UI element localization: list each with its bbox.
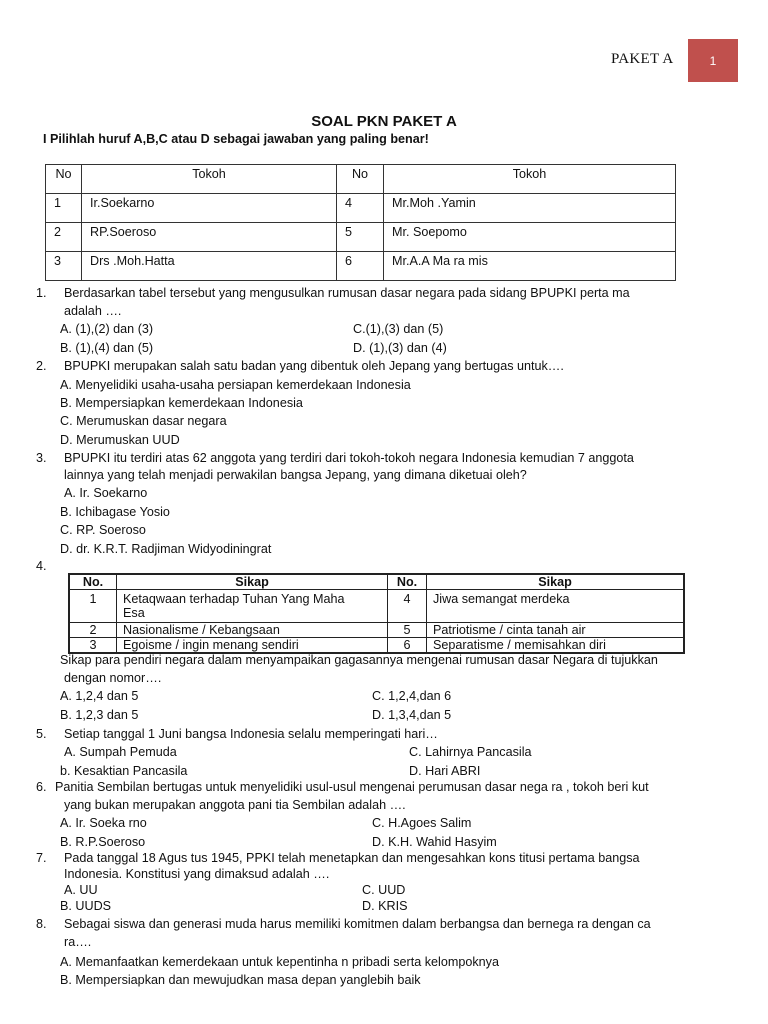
- option-d: D. Hari ABRI: [409, 764, 481, 778]
- table-cell: Separatisme / memisahkan diri: [427, 638, 685, 654]
- option-b: B. (1),(4) dan (5): [60, 341, 154, 355]
- question-text: Pada tanggal 18 Agus tus 1945, PPKI telah menetapkan dan mengesahkan kons titusi pertama bangsa: [64, 851, 640, 865]
- question-number: 7.: [36, 851, 47, 865]
- table-row: [46, 194, 676, 223]
- option-d: D. 1,3,4,dan 5: [372, 708, 452, 722]
- table-cell: 2: [46, 223, 82, 252]
- option-c: C. H.Agoes Salim: [372, 816, 472, 830]
- option-b: B. 1,2,3 dan 5: [60, 708, 139, 722]
- table-row: [69, 590, 684, 623]
- table-cell: 4: [337, 194, 384, 223]
- question-text: ra….: [64, 935, 92, 949]
- option-a: A. Memanfaatkan kemerdekaan untuk kepentinha n pribadi serta kelompoknya: [60, 955, 499, 969]
- question-text: BPUPKI merupakan salah satu badan yang dibentuk oleh Jepang yang bertugas untuk….: [64, 359, 564, 373]
- option-b: B. UUDS: [60, 899, 112, 913]
- option-b: B. Mempersiapkan kemerdekaan Indonesia: [60, 396, 303, 410]
- option-d: D. dr. K.R.T. Radjiman Widyodiningrat: [60, 542, 272, 556]
- option-a: A. 1,2,4 dan 5: [60, 689, 139, 703]
- table-cell: 6: [388, 638, 427, 654]
- option-b: B. Ichibagase Yosio: [60, 505, 170, 519]
- table-header-cell: No.: [69, 574, 117, 590]
- table-cell: Drs .Moh.Hatta: [82, 252, 337, 281]
- option-a: A. Sumpah Pemuda: [64, 745, 177, 759]
- option-c: C. Lahirnya Pancasila: [409, 745, 532, 759]
- page-number-badge: [688, 39, 738, 82]
- question-text: Sikap para pendiri negara dalam menyampaikan gagasannya mengenai rumusan dasar Negara di tujukkan: [60, 653, 658, 667]
- table-cell: Mr.Moh .Yamin: [384, 194, 676, 223]
- table-cell: 3: [46, 252, 82, 281]
- table-header-cell: Tokoh: [384, 165, 676, 194]
- question-text: adalah ….: [64, 304, 122, 318]
- table-cell: Ir.Soekarno: [82, 194, 337, 223]
- table-row: [69, 638, 684, 654]
- table-cell: 5: [388, 623, 427, 638]
- option-b: B. R.P.Soeroso: [60, 835, 146, 849]
- table-cell: Jiwa semangat merdeka: [427, 590, 685, 623]
- page-title: SOAL PKN PAKET A: [311, 113, 457, 130]
- page-number: 1: [709, 53, 717, 68]
- tokoh-table: [45, 164, 676, 281]
- question-text: dengan nomor….: [64, 671, 162, 685]
- option-c: C.(1),(3) dan (5): [353, 322, 444, 336]
- sikap-table: [68, 573, 685, 654]
- question-text: Panitia Sembilan bertugas untuk menyelidiki usul-usul mengenai perumusan dasar nega ra , tokoh beri kut: [55, 780, 649, 794]
- option-c: C. 1,2,4,dan 6: [372, 689, 452, 703]
- question-text: Setiap tanggal 1 Juni bangsa Indonesia selalu memperingati hari…: [64, 727, 438, 741]
- table-row: [46, 223, 676, 252]
- table-header-cell: No: [337, 165, 384, 194]
- table-cell: Egoisme / ingin menang sendiri: [117, 638, 388, 654]
- table-cell: Mr. Soepomo: [384, 223, 676, 252]
- option-c: C. Merumuskan dasar negara: [60, 414, 227, 428]
- option-d: D. K.H. Wahid Hasyim: [372, 835, 497, 849]
- option-d: D. Merumuskan UUD: [60, 433, 180, 447]
- table-cell: 3: [69, 638, 117, 654]
- question-text: Indonesia. Konstitusi yang dimaksud adalah ….: [64, 867, 330, 881]
- option-a: A. Ir. Soekarno: [64, 486, 148, 500]
- table-header-row: [46, 165, 676, 194]
- question-number: 3.: [36, 451, 47, 465]
- question-number: 5.: [36, 727, 47, 741]
- option-a: A. Menyelidiki usaha-usaha persiapan kemerdekaan Indonesia: [60, 378, 411, 392]
- question-number: 2.: [36, 359, 47, 373]
- option-b: B. Mempersiapkan dan mewujudkan masa depan yanglebih baik: [60, 973, 421, 987]
- option-c: C. RP. Soeroso: [60, 523, 146, 537]
- table-row: [69, 623, 684, 638]
- table-cell: 6: [337, 252, 384, 281]
- question-number: 1.: [36, 286, 47, 300]
- option-d: D. (1),(3) dan (4): [353, 341, 447, 355]
- table-header-cell: No.: [388, 574, 427, 590]
- table-header-cell: Sikap: [117, 574, 388, 590]
- option-a: A. Ir. Soeka rno: [60, 816, 147, 830]
- table-cell: Mr.A.A Ma ra mis: [384, 252, 676, 281]
- table-row: [46, 252, 676, 281]
- paket-label: PAKET A: [611, 51, 674, 67]
- question-text: Berdasarkan tabel tersebut yang mengusulkan rumusan dasar negara pada sidang BPUPKI perta ma: [64, 286, 630, 300]
- table-cell: Patriotisme / cinta tanah air: [427, 623, 685, 638]
- option-b: b. Kesaktian Pancasila: [60, 764, 188, 778]
- question-text: lainnya yang telah menjadi perwakilan bangsa Jepang, yang dimana diketuai oleh?: [64, 468, 527, 482]
- question-number: 4.: [36, 559, 47, 573]
- table-cell: 2: [69, 623, 117, 638]
- option-a: A. (1),(2) dan (3): [60, 322, 154, 336]
- table-cell: 5: [337, 223, 384, 252]
- question-number: 8.: [36, 917, 47, 931]
- table-header-cell: Sikap: [427, 574, 685, 590]
- table-cell: Ketaqwaan terhadap Tuhan Yang Maha Esa: [117, 590, 388, 623]
- option-a: A. UU: [64, 883, 98, 897]
- question-text: Sebagai siswa dan generasi muda harus memiliki komitmen dalam berbangsa dan bernega ra dengan ca: [64, 917, 651, 931]
- option-d: D. KRIS: [362, 899, 408, 913]
- question-number: 6.: [36, 780, 47, 794]
- table-header-row: [69, 574, 684, 590]
- table-cell: 1: [69, 590, 117, 623]
- question-text: BPUPKI itu terdiri atas 62 anggota yang terdiri dari tokoh-tokoh negara Indonesia kemudian 7 anggota: [64, 451, 634, 465]
- instruction: I Pilihlah huruf A,B,C atau D sebagai jawaban yang paling benar!: [43, 132, 429, 146]
- table-header-cell: No: [46, 165, 82, 194]
- table-cell: 4: [388, 590, 427, 623]
- table-cell: Nasionalisme / Kebangsaan: [117, 623, 388, 638]
- question-text: yang bukan merupakan anggota pani tia Sembilan adalah ….: [64, 798, 406, 812]
- table-header-cell: Tokoh: [82, 165, 337, 194]
- option-c: C. UUD: [362, 883, 406, 897]
- table-cell: 1: [46, 194, 82, 223]
- table-cell: RP.Soeroso: [82, 223, 337, 252]
